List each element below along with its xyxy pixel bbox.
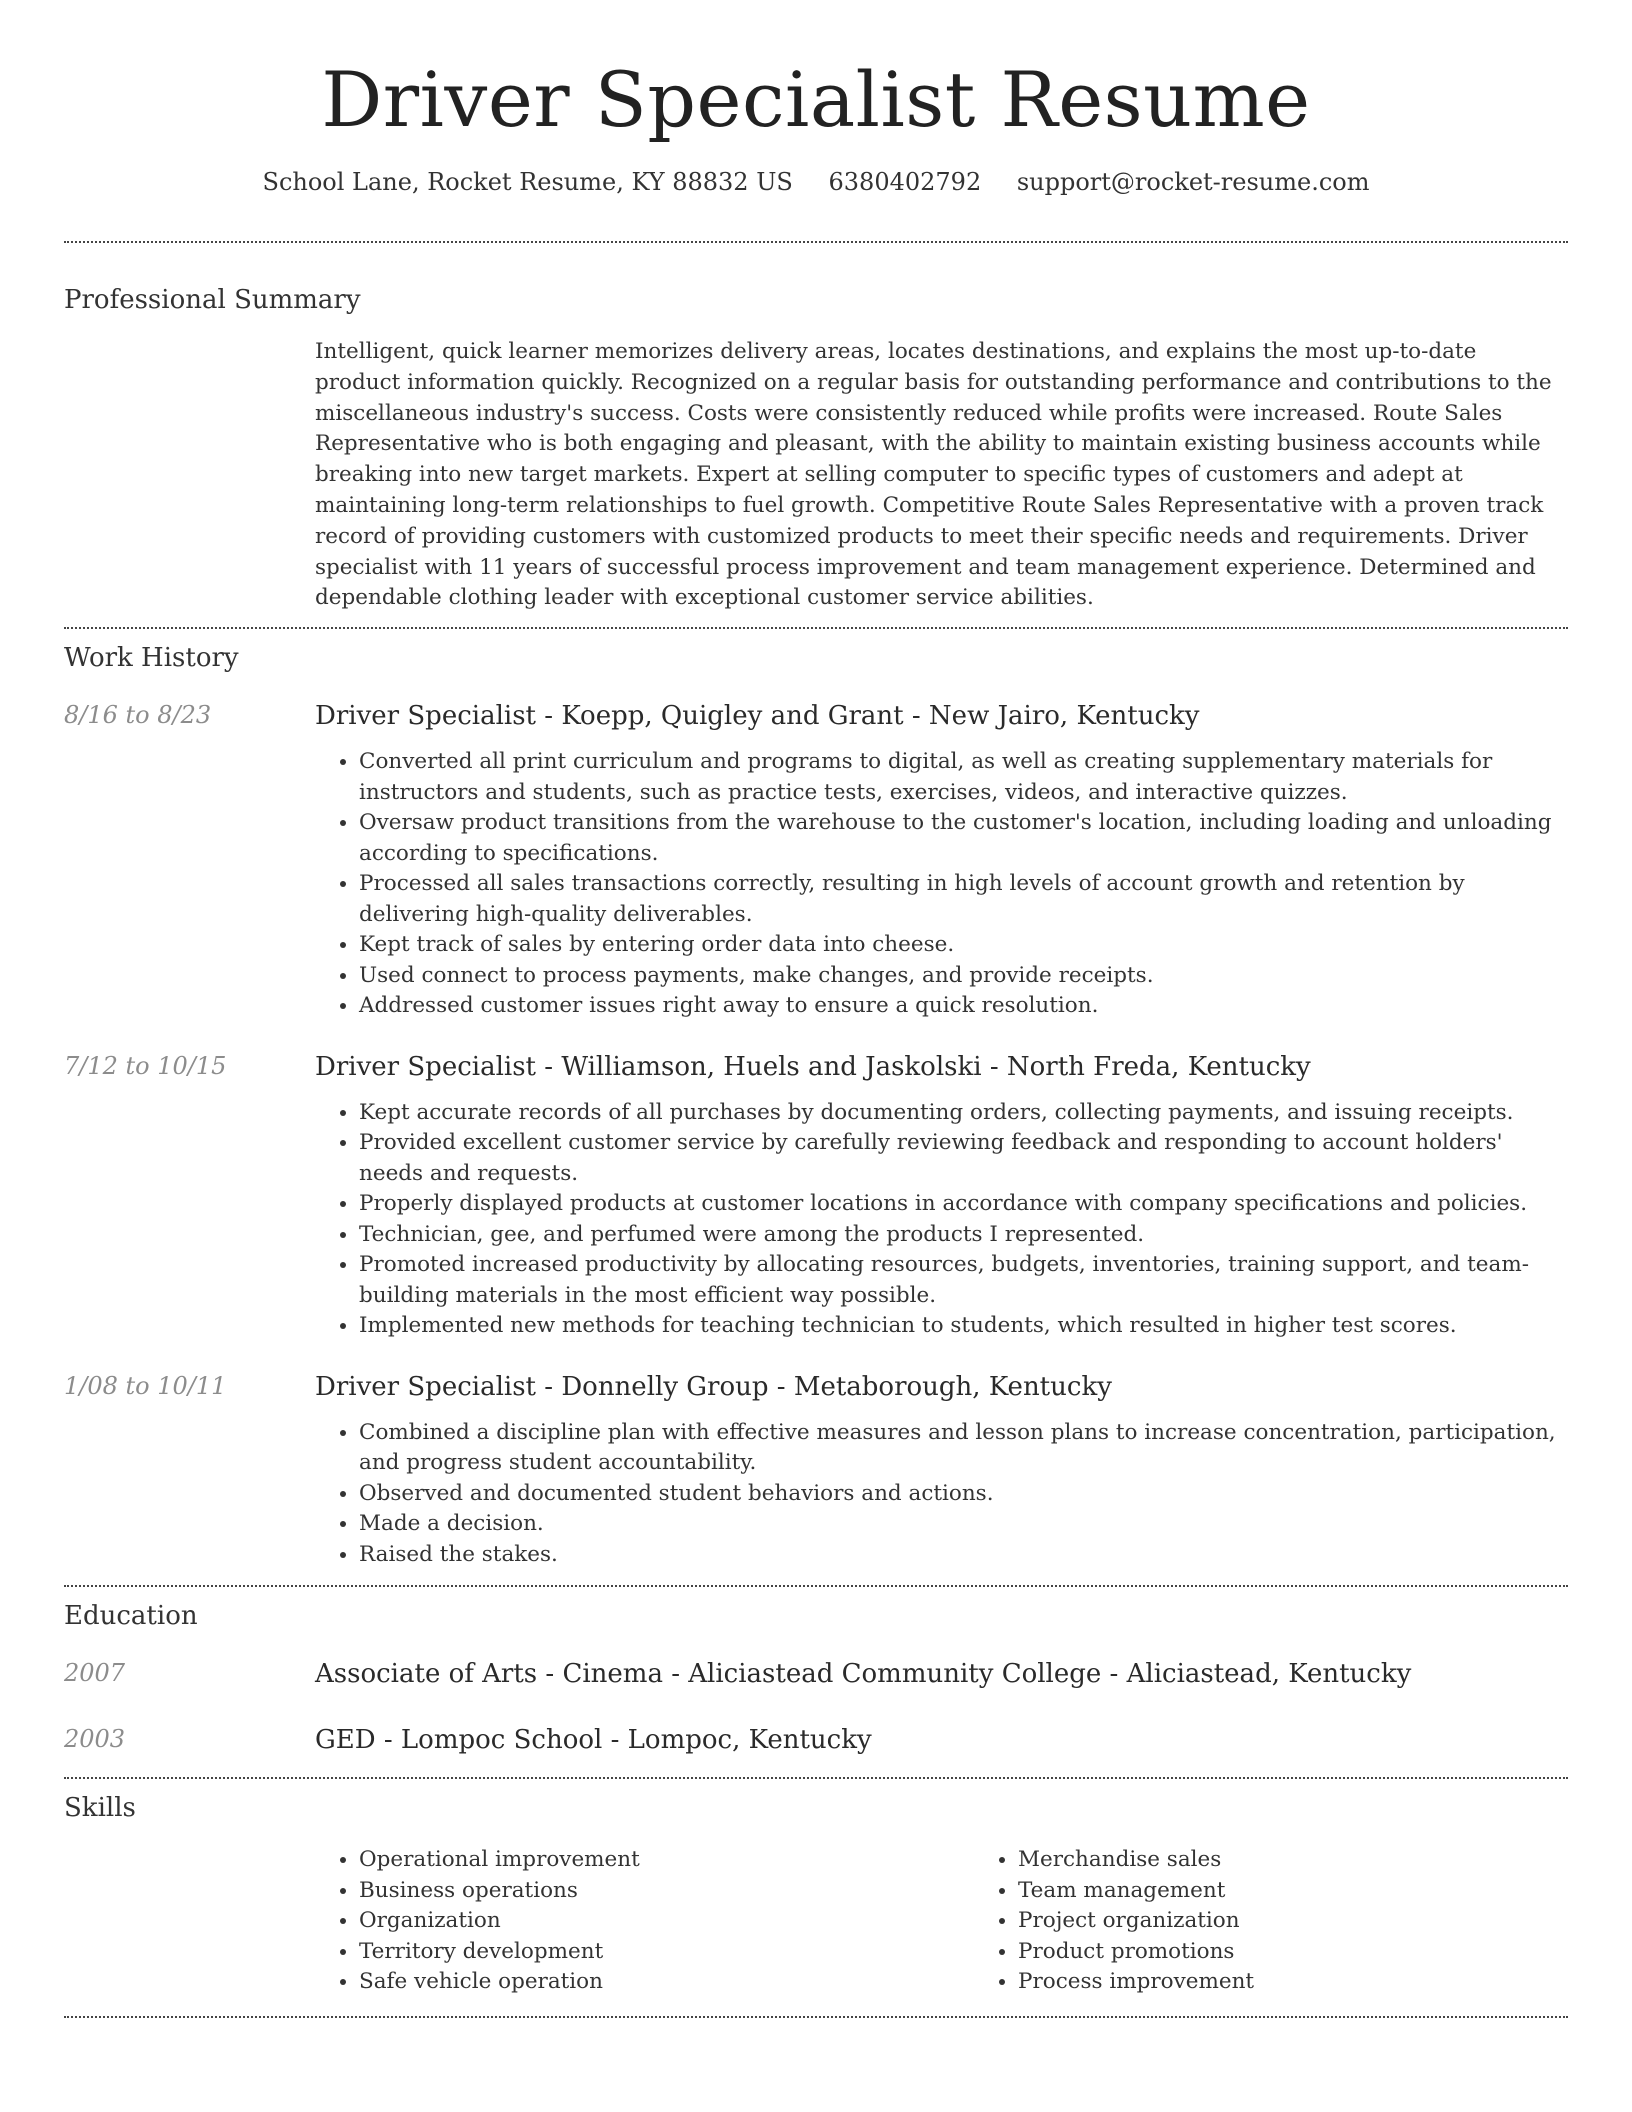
education-entry [64,1657,1568,1691]
skill-item: • Product promotions [1018,1937,1632,1968]
summary-section [64,283,1568,614]
job-bullet: • Converted all print curriculum and programs to digital, as well as creating supplementary materials for instructors and students, such as practice tests, exercises, videos, and interactive quizzes. [359,747,1568,808]
job-bullet: • Properly displayed products at customer locations in accordance with company specifications and policies. [359,1189,1568,1220]
job-entry [64,1370,1568,1571]
job-entry [64,1050,1568,1342]
education-section [64,1599,1568,1757]
skill-item: • Team management [1018,1876,1632,1907]
job-bullet: • Made a decision. [359,1509,1568,1540]
skill-item: • Project organization [1018,1906,1632,1937]
skill-item: • Process improvement [1018,1967,1632,1998]
job-bullet: • Promoted increased productivity by allocating resources, budgets, inventories, training support, and team-building materials in the most efficient way possible. [359,1250,1568,1311]
contact-email: support@rocket-resume.com [1016,168,1370,196]
skill-item: • Operational improvement [359,1845,974,1876]
section-divider [64,2016,1568,2018]
skills-heading: Skills [64,1793,136,1824]
job-dates: 1/08 to 10/11 [64,1371,227,1400]
contact-address: School Lane, Rocket Resume, KY 88832 US [262,168,793,196]
job-bullet: • Technician, gee, and perfumed were among the products I represented. [359,1220,1568,1251]
job-bullet: • Provided excellent customer service by carefully reviewing feedback and responding to account holders' needs and requests. [359,1128,1568,1189]
section-divider [64,627,1568,629]
resume-title: Driver Specialist Resume [321,55,1311,144]
education-entry [64,1723,1568,1757]
job-bullets [315,747,1568,1022]
job-entry [64,699,1568,1022]
job-bullet: • Raised the stakes. [359,1540,1568,1571]
job-title: Driver Specialist - Williamson, Huels and Jaskolski - North Freda, Kentucky [315,1051,1311,1082]
job-bullets [315,1418,1568,1571]
skill-item: • Territory development [359,1937,974,1968]
skill-item: • Business operations [359,1876,974,1907]
job-dates: 8/16 to 8/23 [64,701,212,730]
skills-list [315,1845,974,1998]
job-bullet: • Combined a discipline plan with effective measures and lesson plans to increase concentration, participation, and progress student accountability. [359,1418,1568,1479]
summary-text: Intelligent, quick learner memorizes delivery areas, locates destinations, and explains the most up-to-date product information quickly. Recognized on a regular basis for outstanding performance and contributions to the miscellaneous industry's success. Costs were consistently reduced while profits were increased. Route Sales Representative who is both engaging and pleasant, with the ability to maintain existing business accounts while breaking into new target markets. Expert at selling computer to specific types of customers and adept at maintaining long-term relationships to fuel growth. Competitive Route Sales Representative with a proven track record of providing customers with customized products to meet their specific needs and requirements. Driver specialist with 11 years of successful process improvement and team management experience. Determined and dependable clothing leader with exceptional customer service abilities. [315,339,1552,611]
job-bullet: • Processed all sales transactions correctly, resulting in high levels of account growth and retention by delivering high-quality deliverables. [359,869,1568,930]
contact-line [64,166,1568,198]
skill-item: • Organization [359,1906,974,1937]
job-bullet: • Observed and documented student behaviors and actions. [359,1479,1568,1510]
skills-section [64,1791,1568,1998]
skill-item: • Safe vehicle operation [359,1967,974,1998]
skills-list [974,1845,1632,1998]
job-bullet: • Kept accurate records of all purchases by documenting orders, collecting payments, and issuing receipts. [359,1098,1568,1129]
job-bullet: • Used connect to process payments, make changes, and provide receipts. [359,961,1568,992]
education-heading: Education [64,1601,198,1632]
summary-heading: Professional Summary [64,285,361,315]
job-bullets [315,1098,1568,1342]
section-divider [64,1585,1568,1587]
skill-item: • Merchandise sales [1018,1845,1632,1876]
education-title: Associate of Arts - Cinema - Aliciastead Community College - Aliciastead, Kentucky [315,1659,1412,1690]
education-year: 2003 [64,1725,126,1754]
work-section [64,641,1568,1570]
job-title: Driver Specialist - Donnelly Group - Metaborough, Kentucky [315,1371,1112,1402]
skills-columns [315,1845,1632,1998]
section-divider [64,1777,1568,1779]
education-title: GED - Lompoc School - Lompoc, Kentucky [315,1725,872,1756]
education-year: 2007 [64,1659,126,1688]
job-bullet: • Oversaw product transitions from the warehouse to the customer's location, including loading and unloading according to specifications. [359,808,1568,869]
job-title: Driver Specialist - Koepp, Quigley and Grant - New Jairo, Kentucky [315,701,1200,732]
job-dates: 7/12 to 10/15 [64,1051,227,1080]
section-divider [64,241,1568,243]
job-bullet: • Addressed customer issues right away to ensure a quick resolution. [359,991,1568,1022]
contact-phone: 6380402792 [828,168,982,196]
job-bullet: • Kept track of sales by entering order data into cheese. [359,930,1568,961]
job-bullet: • Implemented new methods for teaching technician to students, which resulted in higher test scores. [359,1311,1568,1342]
work-heading: Work History [64,643,239,674]
